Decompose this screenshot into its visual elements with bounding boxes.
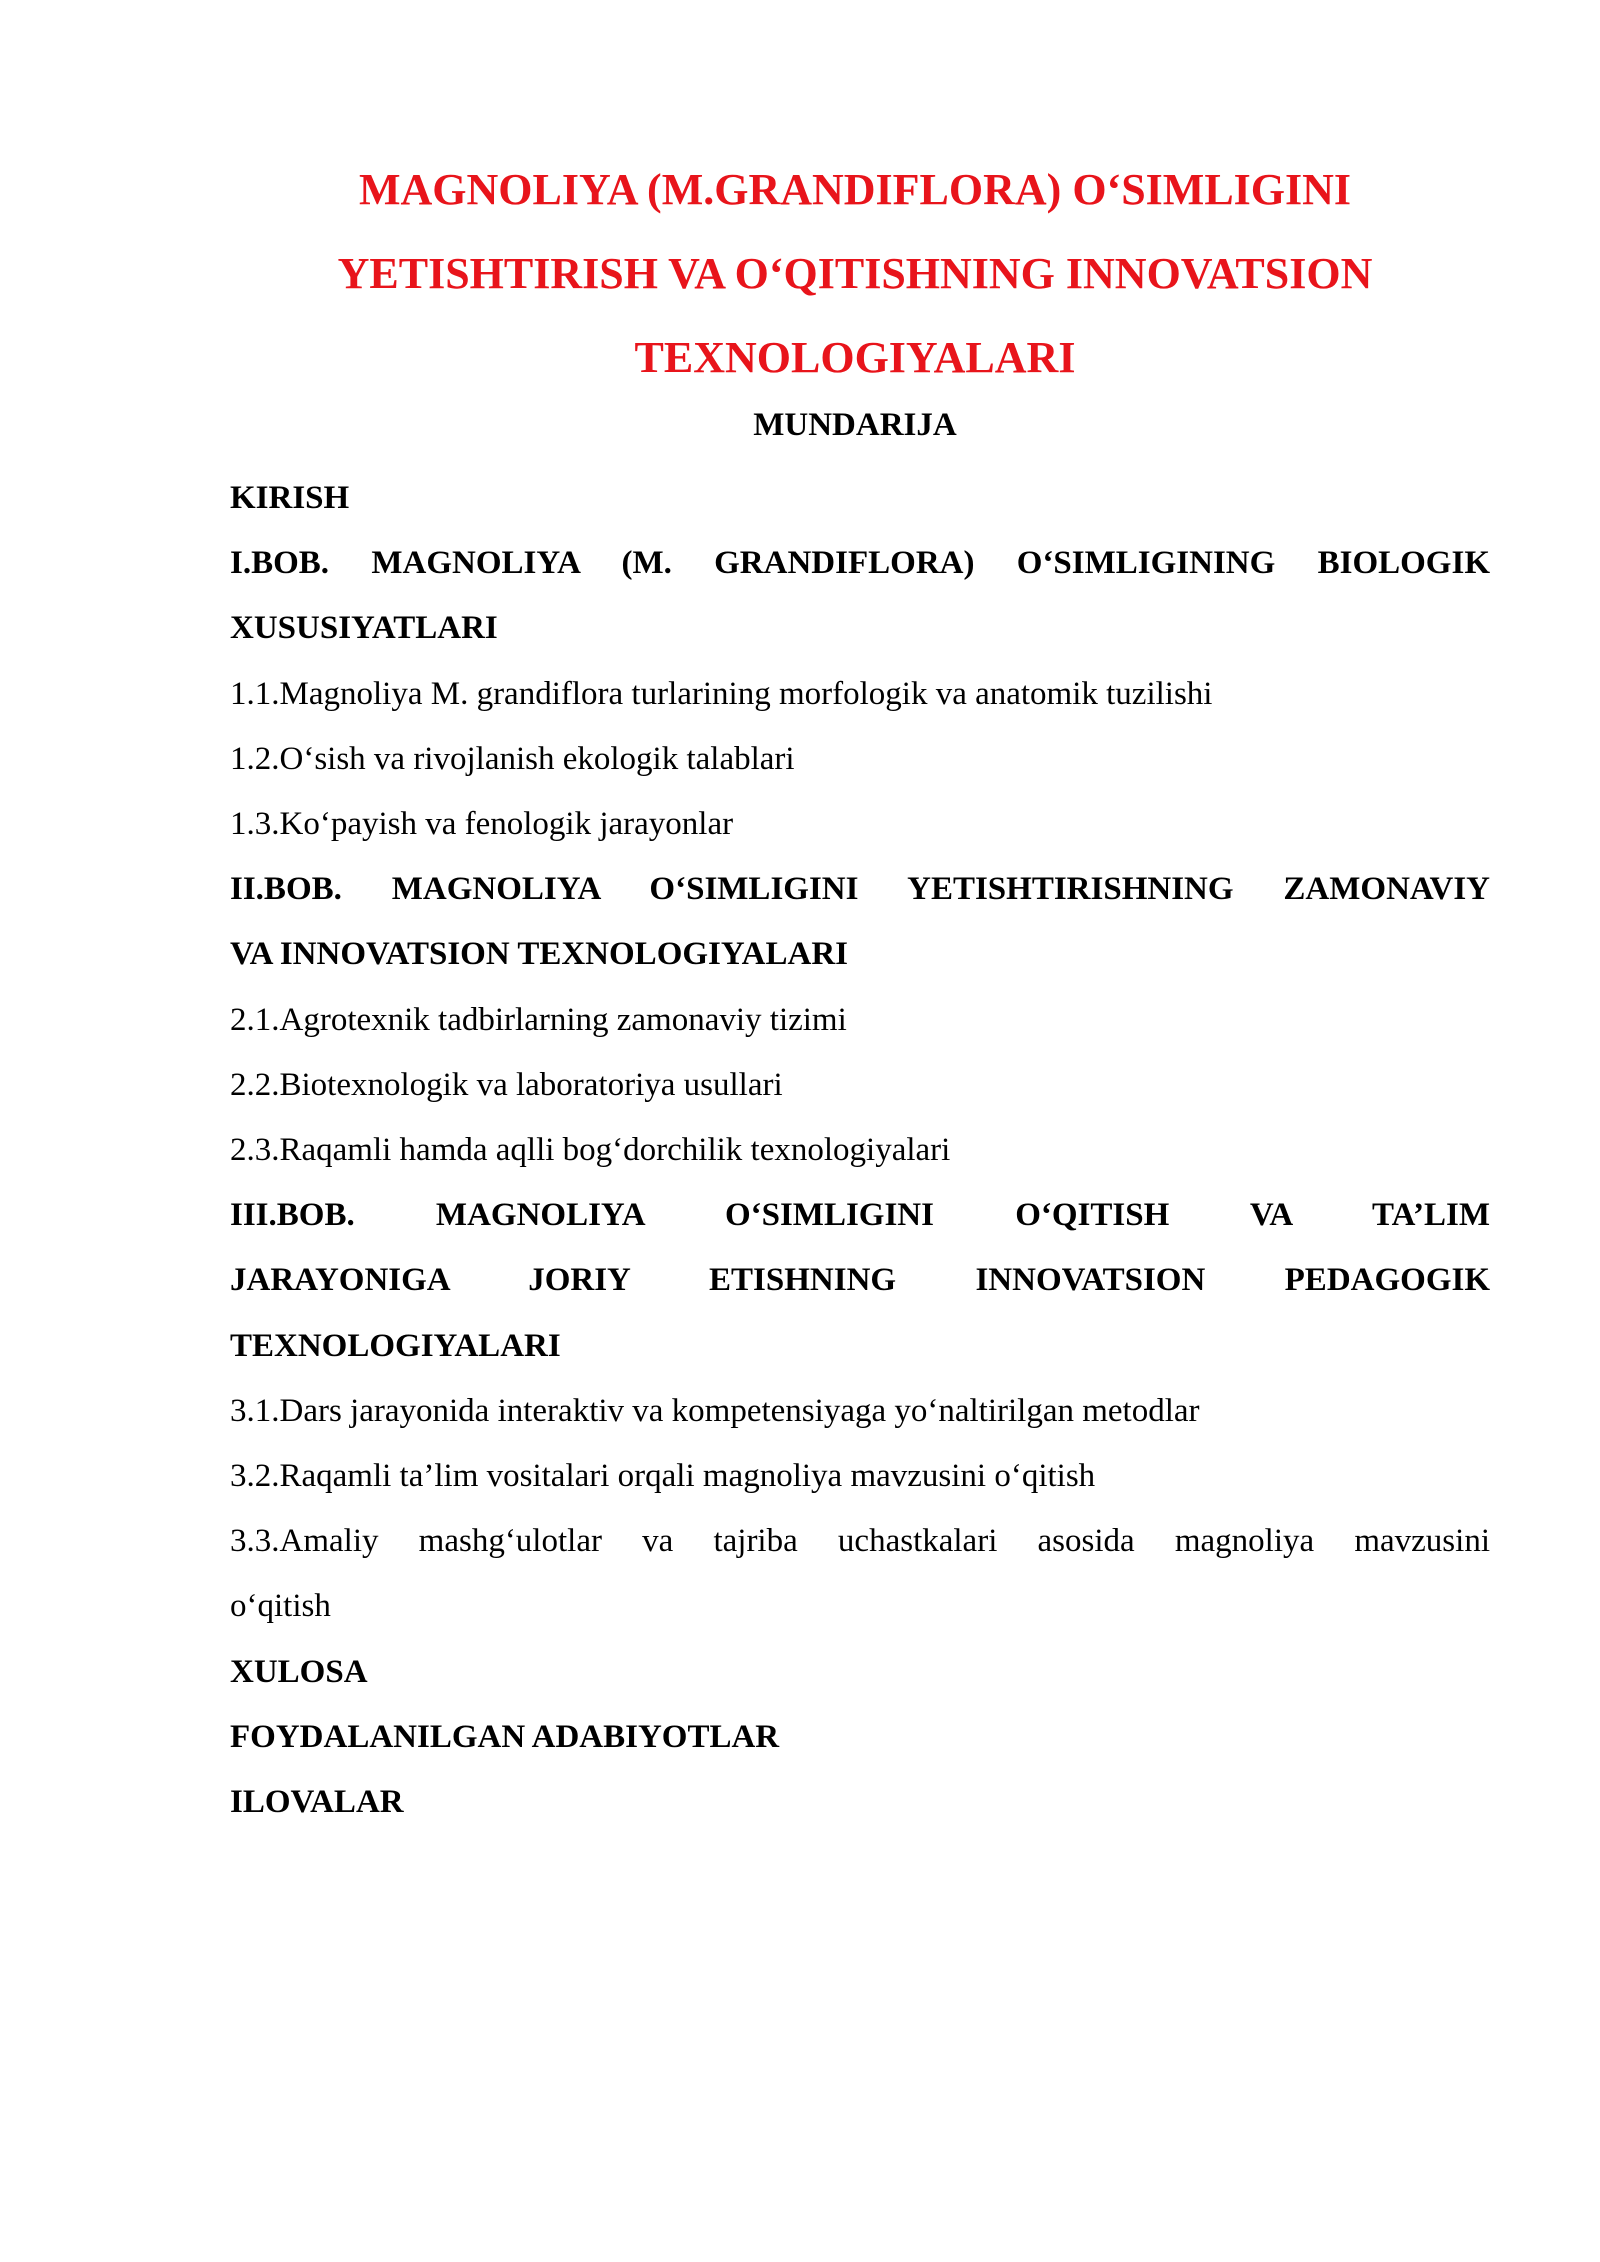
section-3-3-line-2: o‘qitish bbox=[230, 1588, 331, 1625]
toc-item-section-2-2: 2.2.Biotexnologik va laboratoriya usullari bbox=[230, 1066, 783, 1103]
toc-item-chapter-3 bbox=[230, 1183, 1490, 1379]
toc-item-section-1-2: 1.2.O‘sish va rivojlanish ekologik talablari bbox=[230, 740, 795, 777]
table-of-contents bbox=[230, 466, 1490, 1835]
toc-item-kirish: KIRISH bbox=[230, 480, 350, 516]
toc-item-section-1-3: 1.3.Ko‘payish va fenologik jarayonlar bbox=[230, 806, 734, 843]
document-title bbox=[230, 148, 1480, 400]
toc-item-section-2-1: 2.1.Agrotexnik tadbirlarning zamonaviy tizimi bbox=[230, 1001, 847, 1038]
chapter-2-title-line-1: II.BOB. MAGNOLIYA O‘SIMLIGINI YETISHTIRISHNING ZAMONAVIY bbox=[230, 871, 1490, 908]
toc-item-section-3-3 bbox=[230, 1509, 1490, 1639]
toc-item-adabiyotlar: FOYDALANILGAN ADABIYOTLAR bbox=[230, 1718, 780, 1755]
title-line-2: YETISHTIRISH VA O‘QITISHNING INNOVATSION bbox=[337, 249, 1373, 298]
toc-item-section-3-2: 3.2.Raqamli ta’lim vositalari orqali magnoliya mavzusini o‘qitish bbox=[230, 1458, 1096, 1495]
toc-heading: MUNDARIJA bbox=[753, 407, 957, 443]
chapter-1-title-line-2: XUSUSIYATLARI bbox=[230, 610, 498, 647]
toc-item-section-1-1: 1.1.Magnoliya M. grandiflora turlarining morfologik va anatomik tuzilishi bbox=[230, 675, 1213, 712]
section-3-3-line-1: 3.3.Amaliy mashg‘ulotlar va tajriba uchastkalari asosida magnoliya mavzusini bbox=[230, 1523, 1490, 1560]
chapter-3-title-line-1: III.BOB. MAGNOLIYA O‘SIMLIGINI O‘QITISH VA TA’LIM bbox=[230, 1197, 1490, 1234]
toc-item-xulosa: XULOSA bbox=[230, 1653, 368, 1690]
toc-item-ilovalar: ILOVALAR bbox=[230, 1784, 404, 1821]
toc-item-chapter-1 bbox=[230, 531, 1490, 661]
title-line-1: MAGNOLIYA (M.GRANDIFLORA) O‘SIMLIGINI bbox=[358, 165, 1352, 214]
toc-item-section-3-1: 3.1.Dars jarayonida interaktiv va kompetensiyaga yo‘naltirilgan metodlar bbox=[230, 1392, 1200, 1429]
chapter-3-title-line-2: JARAYONIGA JORIY ETISHNING INNOVATSION PEDAGOGIK bbox=[230, 1262, 1490, 1299]
chapter-3-title-line-3: TEXNOLOGIYALARI bbox=[230, 1327, 561, 1364]
title-line-3: TEXNOLOGIYALARI bbox=[634, 333, 1076, 382]
chapter-1-title-line-1: I.BOB. MAGNOLIYA (M. GRANDIFLORA) O‘SIMLIGINING BIOLOGIK bbox=[230, 545, 1490, 582]
toc-item-chapter-2 bbox=[230, 857, 1490, 987]
chapter-2-title-line-2: VA INNOVATSION TEXNOLOGIYALARI bbox=[230, 936, 849, 973]
toc-item-section-2-3: 2.3.Raqamli hamda aqlli bog‘dorchilik texnologiyalari bbox=[230, 1132, 951, 1169]
